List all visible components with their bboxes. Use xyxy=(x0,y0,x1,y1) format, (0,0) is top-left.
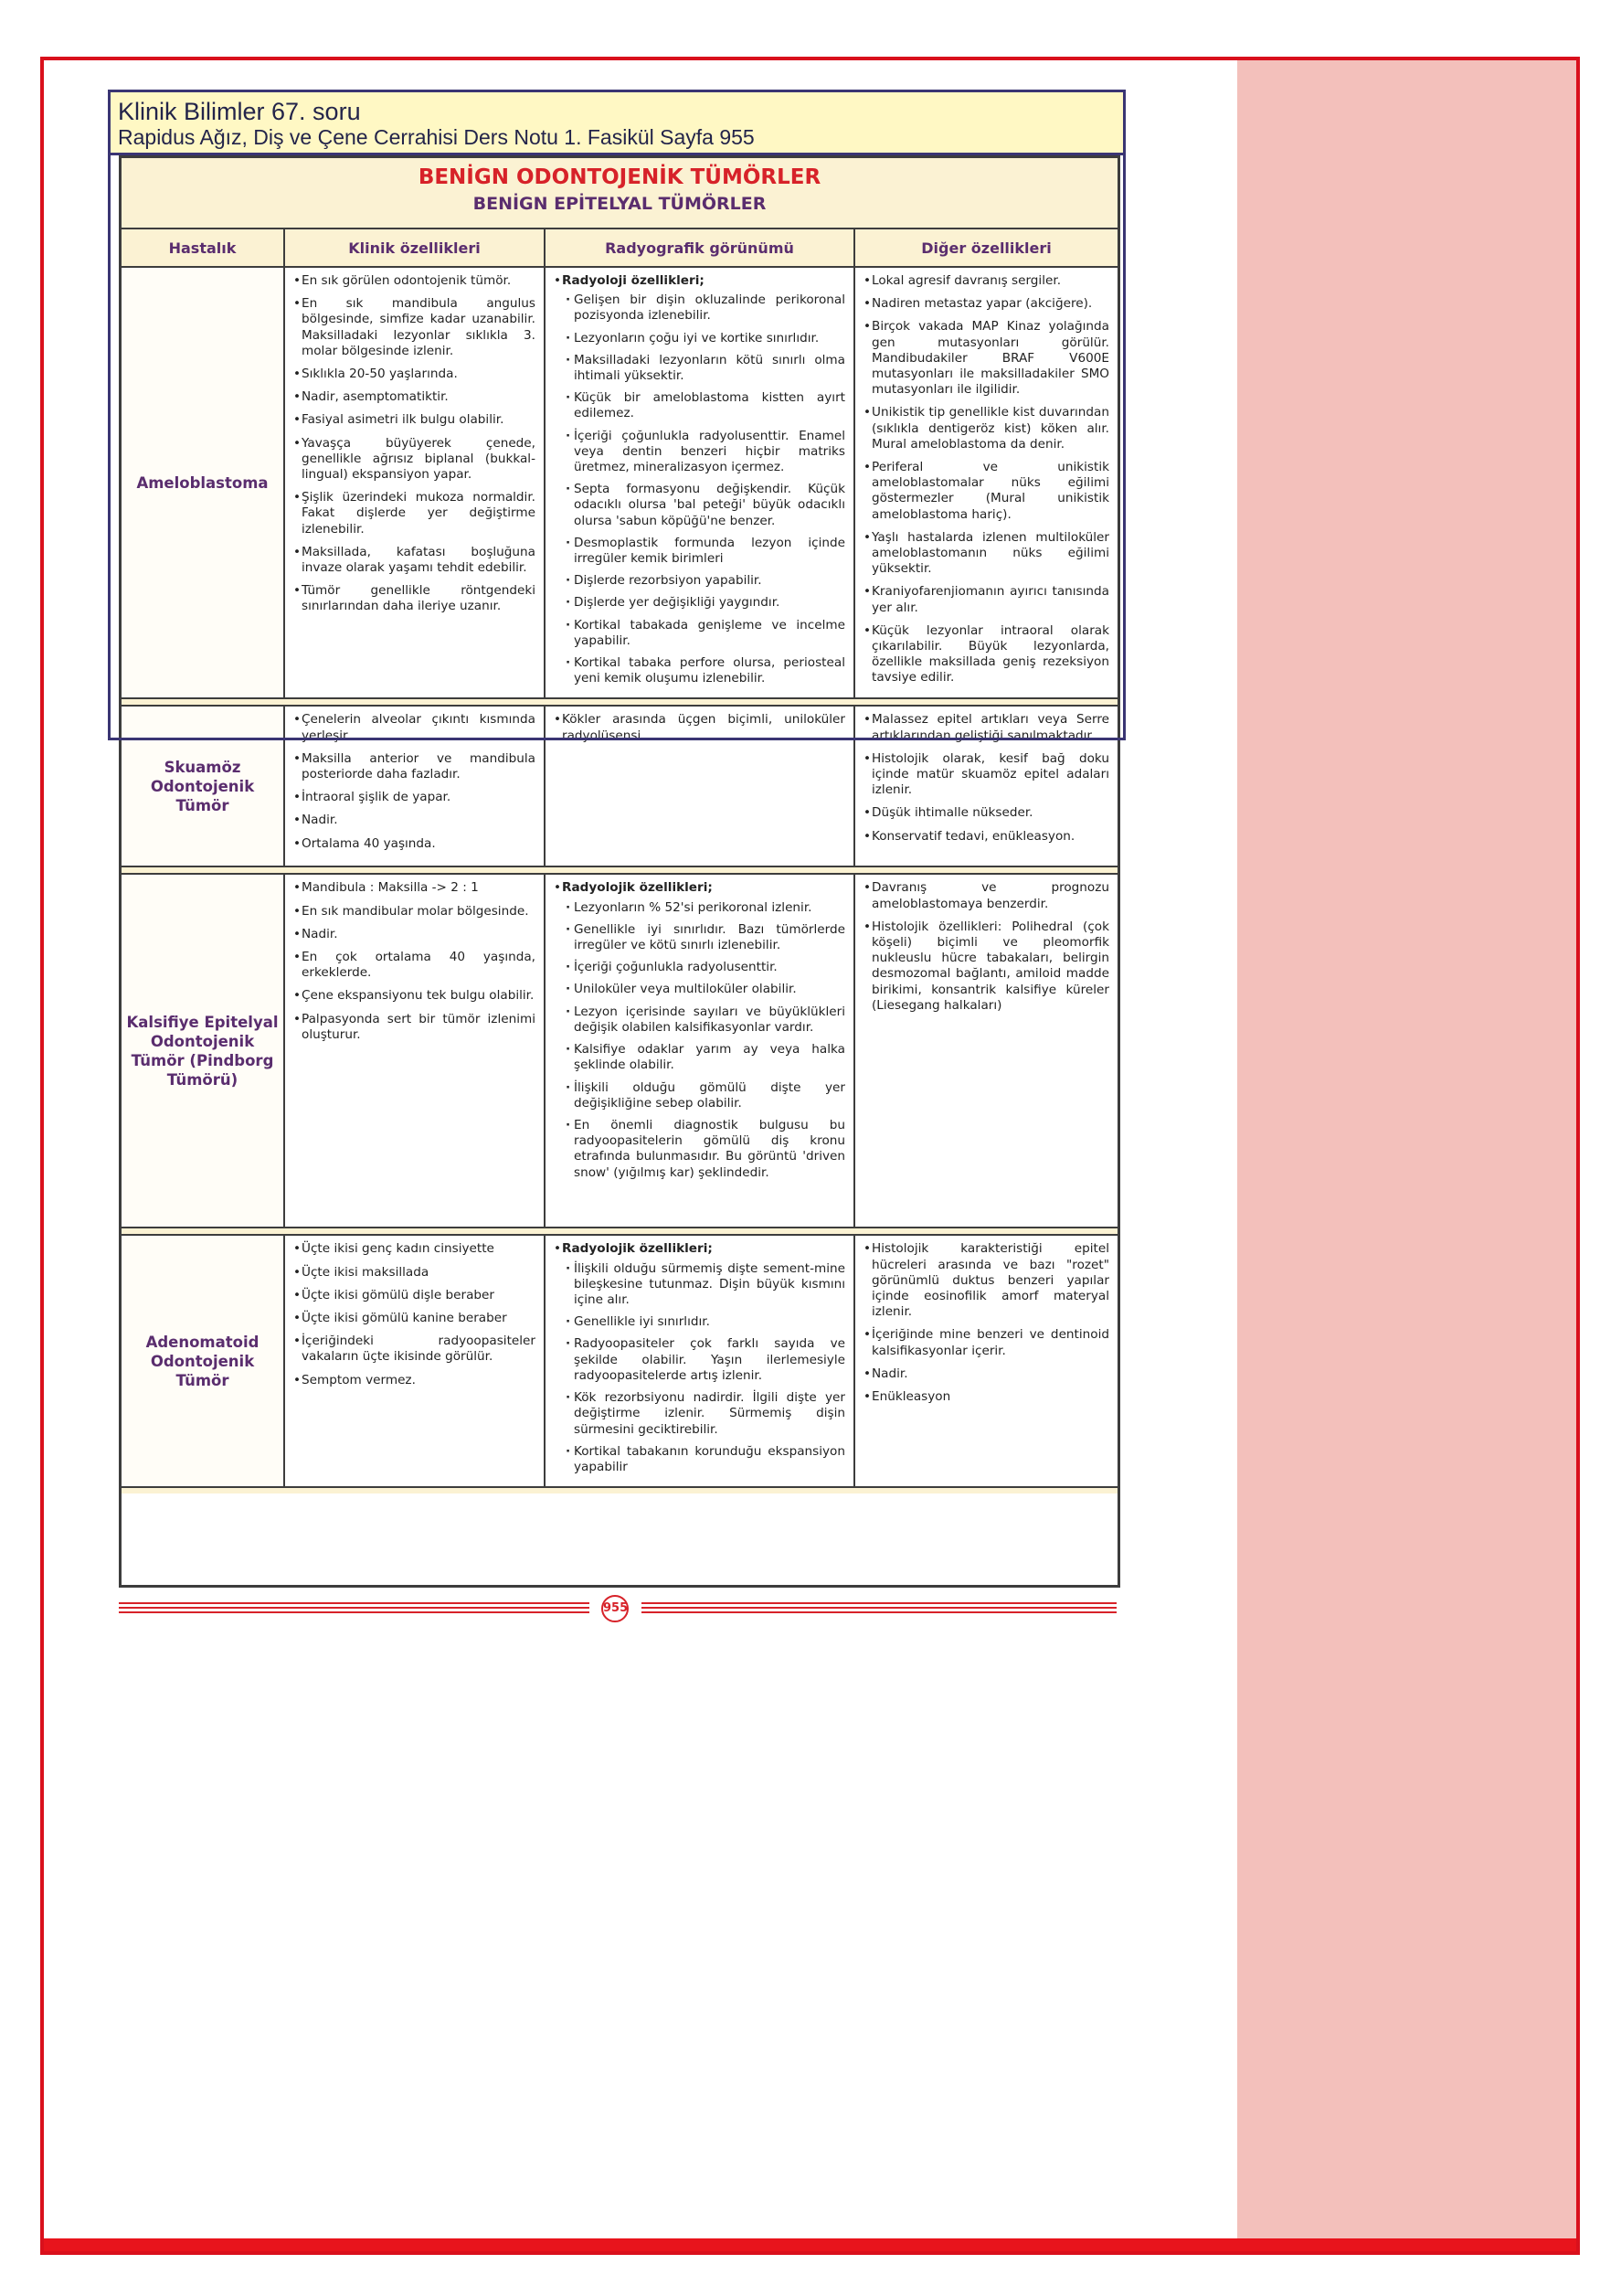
clinical-cell xyxy=(284,874,545,1228)
radiographic-item: · Genellikle iyi sınırlıdır. Bazı tümörlerde irregüler ve kötü sınırlı izlenebilir. xyxy=(566,922,845,953)
row-spacer-cell xyxy=(122,698,1118,706)
clinical-item: • Çene ekspansiyonu tek bulgu olabilir. xyxy=(293,988,535,1004)
clinical-item: • Çenelerin alveolar çıkıntı kısmında yerleşir. xyxy=(293,712,535,743)
radiographic-item: · En önemli diagnostik bulgusu bu radyoopasitelerin gömülü diş kronu etrafında bulunmasıdır. Bu görüntü 'driven snow' (yığılmış kar) şeklindedir. xyxy=(566,1118,845,1181)
col-header-other: Diğer özellikleri xyxy=(854,229,1118,267)
clinical-cell xyxy=(284,706,545,866)
clinical-list xyxy=(293,712,535,851)
radiographic-item: · Küçük bir ameloblastoma kistten ayırt edilemez. xyxy=(566,390,845,421)
clinical-item: • En sık görülen odontojenik tümör. xyxy=(293,273,535,289)
other-item: • Nadiren metastaz yapar (akciğere). xyxy=(863,296,1109,312)
bottom-bar xyxy=(44,2238,1576,2251)
other-item: • Histolojik karakteristiği epitel hücreleri arasında ve bazı "rozet" görünümlü duktus benzeri yapılar içinde eosinofilik amorf materyal izlenir. xyxy=(863,1241,1109,1320)
clinical-cell xyxy=(284,267,545,698)
clinical-item: • Üçte ikisi genç kadın cinsiyette xyxy=(293,1241,535,1257)
row-spacer-cell xyxy=(122,1228,1118,1235)
table-title-band xyxy=(122,158,1118,229)
table-row xyxy=(122,1235,1118,1487)
table-row xyxy=(122,267,1118,698)
radiographic-item: · Kök rezorbsiyonu nadirdir. İlgili dişte yer değiştirme izlenir. Sürmemiş dişin sürmesini geciktirebilir. xyxy=(566,1390,845,1438)
radiographic-list xyxy=(554,712,845,743)
clinical-item: • Şişlik üzerindeki mukoza normaldir. Fakat dişlerde yer değiştirme izlenebilir. xyxy=(293,490,535,537)
clinical-item: • Semptom vermez. xyxy=(293,1373,535,1388)
table-header-row xyxy=(122,229,1118,267)
other-list xyxy=(863,1241,1109,1405)
clinical-item: • En sık mandibula angulus bölgesinde, simfize kadar uzanabilir. Maksilladaki lezyonlar sıklıkla 3. molar bölgesinde izlenir. xyxy=(293,296,535,359)
radiographic-sublist xyxy=(562,292,845,686)
clinical-item: • Nadir, asemptomatiktir. xyxy=(293,389,535,405)
clinical-item: • Nadir. xyxy=(293,813,535,828)
clinical-item: • Üçte ikisi gömülü dişle beraber xyxy=(293,1288,535,1303)
other-item: • Malassez epitel artıkları veya Serre artıklarından geliştiği sanılmaktadır. xyxy=(863,712,1109,743)
radiographic-list xyxy=(554,1241,845,1475)
clinical-item: • Maksilla anterior ve mandibula posteriorde daha fazladır. xyxy=(293,751,535,782)
clinical-item: • Üçte ikisi maksillada xyxy=(293,1265,535,1281)
table-subtitle: BENİGN EPİTELYAL TÜMÖRLER xyxy=(472,194,767,214)
other-item: • Birçok vakada MAP Kinaz yolağında gen mutasyonları görülür. Mandibudakiler BRAF V600E mutasyonları ile maksilladakiler SMO mutasyonları ile ilgilidir. xyxy=(863,319,1109,398)
col-header-clinical: Klinik özellikleri xyxy=(284,229,545,267)
radiographic-cell xyxy=(545,1235,854,1487)
clinical-list xyxy=(293,1241,535,1387)
page-number-badge: 955 xyxy=(601,1595,629,1622)
disease-name: Kalsifiye Epitelyal Odontojenik Tümör (Pindborg Tümörü) xyxy=(122,874,284,1228)
row-spacer xyxy=(122,1487,1118,1493)
question-source: Rapidus Ağız, Diş ve Çene Cerrahisi Ders Notu 1. Fasikül Sayfa 955 xyxy=(118,125,755,149)
other-item: • Periferal ve unikistik ameloblastomalar nüks eğilimi göstermezler (Mural unikistik ameloblastoma hariç). xyxy=(863,460,1109,523)
radiographic-item: · Radyoopasiteler çok farklı sayıda ve şekilde olabilir. Yaşın ilerlemesiyle radyoopasitelerde artış izlenir. xyxy=(566,1336,845,1384)
other-item: • Unikistik tip genellikle kist duvarından (sıklıkla dentigeröz kist) köken alır. Mural ameloblastoma da denir. xyxy=(863,405,1109,452)
radiographic-item: · Kortikal tabaka perfore olursa, periosteal yeni kemik oluşumu izlenebilir. xyxy=(566,655,845,686)
radiographic-heading-text: Radyoloji özellikleri; xyxy=(562,273,705,288)
other-item: • İçeriğinde mine benzeri ve dentinoid kalsifikasyonlar içerir. xyxy=(863,1327,1109,1358)
clinical-item: • Mandibula : Maksilla -> 2 : 1 xyxy=(293,880,535,896)
other-item: • Enükleasyon xyxy=(863,1389,1109,1405)
radiographic-heading-text: Radyolojik özellikleri; xyxy=(562,880,713,896)
clinical-item: • Nadir. xyxy=(293,927,535,942)
col-header-radiographic: Radyografik görünümü xyxy=(545,229,854,267)
radiographic-cell xyxy=(545,267,854,698)
clinical-item: • Sıklıkla 20-50 yaşlarında. xyxy=(293,367,535,382)
radiographic-item: · Lezyonların çoğu iyi ve kortike sınırlıdır. xyxy=(566,331,845,346)
disease-name: Ameloblastoma xyxy=(122,267,284,698)
clinical-cell xyxy=(284,1235,545,1487)
radiographic-cell xyxy=(545,706,854,866)
radiographic-item: · Gelişen bir dişin okluzalinde perikoronal pozisyonda izlenebilir. xyxy=(566,292,845,324)
clinical-item: • Tümör genellikle röntgendeki sınırlarından daha ileriye uzanır. xyxy=(293,583,535,614)
radiographic-sublist xyxy=(562,1261,845,1475)
other-item: • Histolojik olarak, kesif bağ doku içinde matür skuamöz epitel adaları izlenir. xyxy=(863,751,1109,799)
other-item: • Lokal agresif davranış sergiler. xyxy=(863,273,1109,289)
clinical-item: • Üçte ikisi gömülü kanine beraber xyxy=(293,1311,535,1326)
row-spacer xyxy=(122,698,1118,706)
radiographic-item: · Dişlerde rezorbsiyon yapabilir. xyxy=(566,573,845,589)
radiographic-item: · Lezyon içerisinde sayıları ve büyüklükleri değişik olabilen kalsifikasyonlar vardır. xyxy=(566,1004,845,1036)
clinical-item: • En sık mandibular molar bölgesinde. xyxy=(293,904,535,919)
other-cell xyxy=(854,874,1118,1228)
row-spacer xyxy=(122,866,1118,874)
radiographic-item: · Septa formasyonu değişkendir. Küçük odacıklı olursa 'bal peteği' büyük odacıklı olursa 'sabun köpüğü'ne benzer. xyxy=(566,482,845,529)
other-item: • Yaşlı hastalarda izlenen multiloküler ameloblastomanın nüks eğilimi yüksektir. xyxy=(863,530,1109,578)
other-item: • Küçük lezyonlar intraoral olarak çıkarılabilir. Büyük lezyonlarda, özellikle maksillada geniş rezeksiyon tavsiye edilir. xyxy=(863,623,1109,686)
clinical-item: • İntraoral şişlik de yapar. xyxy=(293,790,535,805)
other-cell xyxy=(854,706,1118,866)
radiographic-list xyxy=(554,273,845,686)
radiographic-list xyxy=(554,880,845,1180)
radiographic-item: · İlişkili olduğu gömülü dişte yer değişikliğine sebep olabilir. xyxy=(566,1080,845,1111)
other-list xyxy=(863,273,1109,686)
row-spacer-cell xyxy=(122,1487,1118,1493)
tumor-table-card xyxy=(119,155,1120,1588)
table-row xyxy=(122,706,1118,866)
clinical-item: • Yavaşça büyüyerek çenede, genellikle ağrısız biplanal (bukkal-lingual) ekspansiyon yapar. xyxy=(293,436,535,484)
radiographic-item: · Genellikle iyi sınırlıdır. xyxy=(566,1314,845,1330)
radiographic-item: · Maksilladaki lezyonların kötü sınırlı olma ihtimali yüksektir. xyxy=(566,353,845,384)
clinical-item: • İçeriğindeki radyoopasiteler vakaların üçte ikisinde görülür. xyxy=(293,1334,535,1365)
clinical-item: • Maksillada, kafatası boşluğuna invaze olarak yaşamı tehdit edebilir. xyxy=(293,545,535,576)
question-header xyxy=(108,90,1126,155)
other-item: • Konservatif tedavi, enükleasyon. xyxy=(863,829,1109,845)
radiographic-item: · Kortikal tabakanın korunduğu ekspansiyon yapabilir xyxy=(566,1444,845,1475)
radiographic-cell xyxy=(545,874,854,1228)
row-spacer xyxy=(122,1228,1118,1235)
other-item: • Histolojik özellikleri: Polihedral (çok köşeli) biçimli ve pleomorfik nukleuslu hücre tabakaları, belirgin desmozomal bağlantı, amiloid madde birikimi, konsantrik kalsifiye küreler (Liesegang halkaları) xyxy=(863,919,1109,1014)
other-cell xyxy=(854,1235,1118,1487)
radiographic-item: · İlişkili olduğu sürmemiş dişte sement-mine bileşkesine tutunmaz. Dişin büyük kısmını içine alır. xyxy=(566,1261,845,1309)
col-header-disease: Hastalık xyxy=(122,229,284,267)
clinical-item: • En çok ortalama 40 yaşında, erkeklerde. xyxy=(293,950,535,981)
radiographic-item: · Desmoplastik formunda lezyon içinde irregüler kemik birimleri xyxy=(566,536,845,567)
radiographic-heading xyxy=(554,880,845,1180)
clinical-item: • Palpasyonda sert bir tümör izlenimi oluşturur. xyxy=(293,1012,535,1043)
other-list xyxy=(863,880,1109,1014)
question-title: Klinik Bilimler 67. soru xyxy=(118,98,361,125)
radiographic-item: • Kökler arasında üçgen biçimli, uniloküler radyolüsensi. xyxy=(554,712,845,743)
clinical-list xyxy=(293,273,535,615)
other-item: • Davranış ve prognozu ameloblastomaya benzerdir. xyxy=(863,880,1109,911)
radiographic-item: · Uniloküler veya multiloküler olabilir. xyxy=(566,982,845,997)
radiographic-heading xyxy=(554,1241,845,1475)
tumor-table xyxy=(122,229,1118,1493)
radiographic-item: · Dişlerde yer değişikliği yaygındır. xyxy=(566,595,845,611)
radiographic-item: · Kalsifiye odaklar yarım ay veya halka şeklinde olabilir. xyxy=(566,1042,845,1073)
radiographic-item: · Kortikal tabakada genişleme ve incelme yapabilir. xyxy=(566,618,845,649)
radiographic-heading xyxy=(554,273,845,686)
side-panel xyxy=(1237,60,1576,2251)
other-list xyxy=(863,712,1109,844)
other-item: • Düşük ihtimalle nükseder. xyxy=(863,805,1109,821)
radiographic-item: · İçeriği çoğunlukla radyolusenttir. Enamel veya dentin benzeri hiçbir matriks üretmez, mineralizasyon içermez. xyxy=(566,429,845,476)
clinical-item: • Fasiyal asimetri ilk bulgu olabilir. xyxy=(293,412,535,428)
other-cell xyxy=(854,267,1118,698)
table-row xyxy=(122,874,1118,1228)
radiographic-sublist xyxy=(562,900,845,1181)
row-spacer-cell xyxy=(122,866,1118,874)
radiographic-item: · Lezyonların % 52'si perikoronal izlenir. xyxy=(566,900,845,916)
radiographic-heading-text: Radyolojik özellikleri; xyxy=(562,1241,713,1257)
disease-name: Skuamöz Odontojenik Tümör xyxy=(122,706,284,866)
clinical-item: • Ortalama 40 yaşında. xyxy=(293,836,535,852)
table-title: BENİGN ODONTOJENİK TÜMÖRLER xyxy=(418,165,821,189)
radiographic-item: · İçeriği çoğunlukla radyolusenttir. xyxy=(566,960,845,975)
other-item: • Nadir. xyxy=(863,1366,1109,1382)
page-footer xyxy=(119,1593,1124,1626)
clinical-list xyxy=(293,880,535,1043)
disease-name: Adenomatoid Odontojenik Tümör xyxy=(122,1235,284,1487)
other-item: • Kraniyofarenjiomanın ayırıcı tanısında yer alır. xyxy=(863,584,1109,615)
